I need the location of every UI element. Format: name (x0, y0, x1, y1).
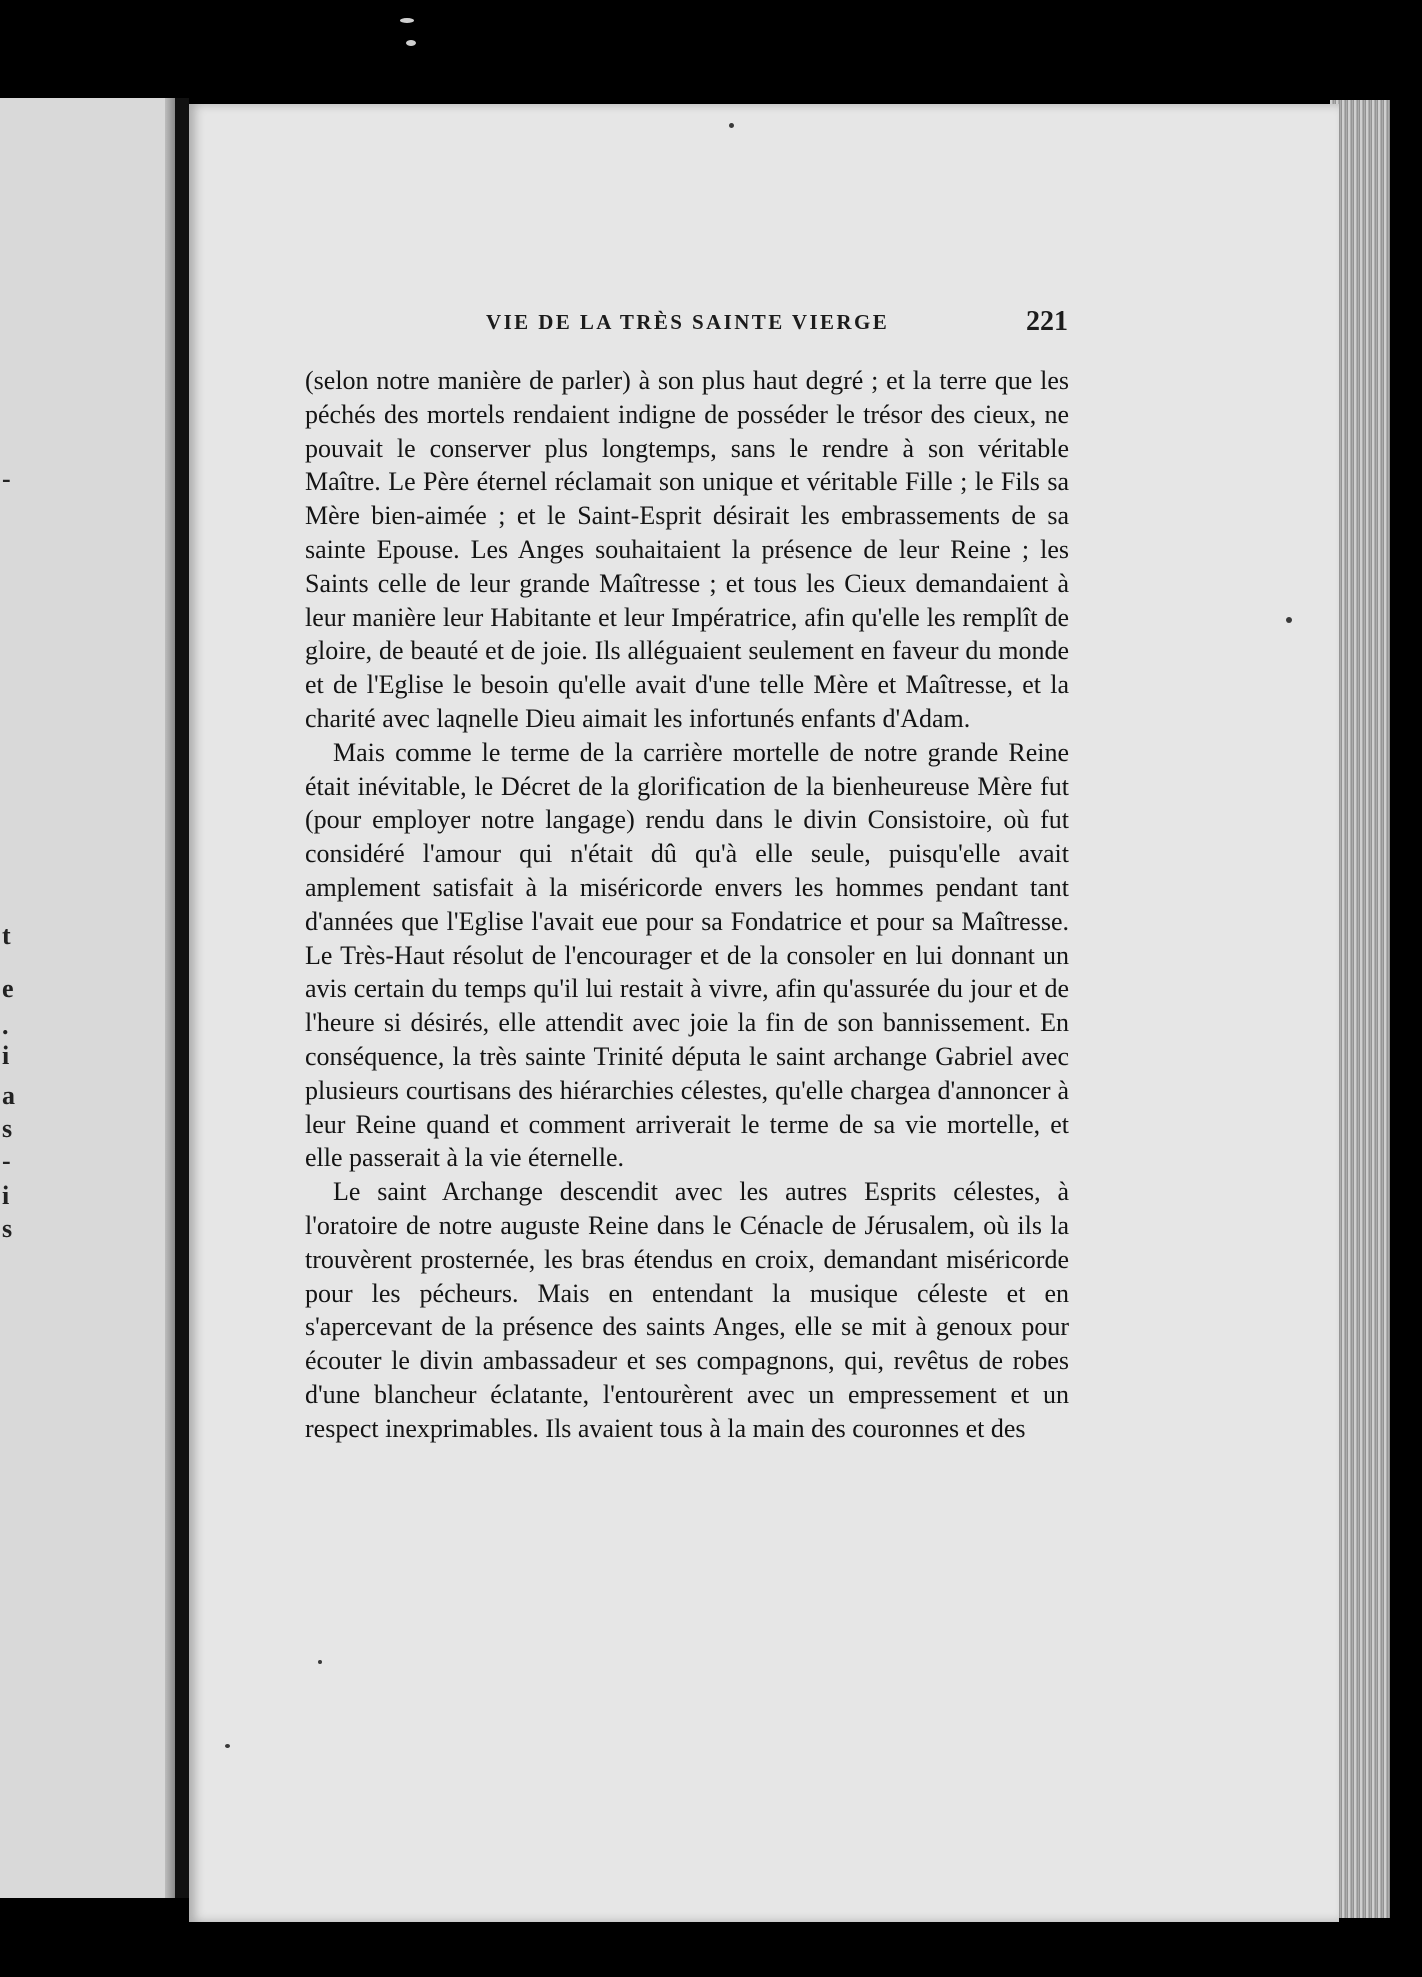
scan-speck (225, 1744, 230, 1748)
scan-speck (400, 18, 414, 23)
previous-page-edge (0, 98, 178, 1898)
scan-speck (1286, 617, 1292, 623)
paragraph: Mais comme le terme de la carrière mortelle de notre grande Reine était inévitable, le Décret de la glorification de la bienheureuse Mère fut (pour employer notre langage) rendu dans le divin Consistoire, où fut considéré l'amour qui n'était dû qu'à elle seule, puisqu'elle avait amplement satisfait à la miséricorde envers les hommes pendant tant d'années que l'Eglise l'avait eue pour sa Fondatrice et pour sa Maîtresse. Le Très-Haut résolut de l'encourager et de la consoler en lui donnant un avis certain du temps qu'il lui restait à vivre, afin qu'assurée du jour et de l'heure si désirés, elle attendit avec joie la fin de son bannissement. En conséquence, la très sainte Trinité députa le saint archange Gabriel avec plusieurs courtisans des hiérarchies célestes, qu'elle chargea d'annoncer à leur Reine quand et comment arriverait le terme de sa vie mortelle, et elle passerait à la vie éternelle. (305, 737, 1069, 1173)
margin-fragment: e (2, 974, 14, 1003)
page-block-edges (1330, 100, 1390, 1918)
margin-fragment: i (2, 1041, 10, 1070)
margin-fragment: s (2, 1114, 13, 1143)
book-gutter (175, 98, 189, 1898)
margin-fragment: i (2, 1181, 10, 1210)
scan-speck (729, 123, 734, 128)
running-head: VIE DE LA TRÈS SAINTE VIERGE (486, 310, 890, 334)
margin-fragment: a (2, 1081, 15, 1110)
margin-fragment: s (2, 1214, 13, 1243)
page-number: 221 (1026, 306, 1068, 337)
paragraph: Le saint Archange descendit avec les autres Esprits célestes, à l'oratoire de notre auguste Reine dans le Cénacle de Jérusalem, où ils la trouvèrent prosternée, les bras étendus en croix, demandant miséricorde pour les pécheurs. Mais en entendant la musique céleste et en s'apercevant de la présence des saints Anges, elle se mit à genoux pour écouter le divin ambassadeur et ses compagnons, qui, revêtus de robes d'une blancheur éclatante, l'entourèrent avec un empressement et un respect inexprimables. Ils avaient tous à la main des couronnes et des (305, 1177, 1069, 1443)
scan-speck (406, 40, 416, 46)
margin-fragment: - (2, 1146, 11, 1175)
previous-page-shadow (165, 98, 175, 1898)
body-text (305, 364, 1069, 1446)
margin-fragment: t (2, 921, 11, 950)
margin-fragment: - (2, 464, 11, 493)
scan-speck (318, 1660, 322, 1664)
paragraph: (selon notre manière de parler) à son plus haut degré ; et la terre que les péchés des mortels rendaient indigne de posséder le trésor des cieux, ne pouvait le conserver plus longtemps, sans le rendre à son véritable Maître. Le Père éternel réclamait son unique et véritable Fille ; le Fils sa Mère bien-aimée ; et le Saint-Esprit désirait les embrassements de sa sainte Epouse. Les Anges souhaitaient la présence de leur Reine ; les Saints celle de leur grande Maîtresse ; et tous les Cieux demandaient à leur manière leur Habitante et leur Impératrice, afin qu'elle les remplît de gloire, de beauté et de joie. Ils alléguaient seulement en faveur du monde et de l'Eglise le besoin qu'elle avait d'une telle Mère et Maîtresse, et la charité avec laqnelle Dieu aimait les infortunés enfants d'Adam. (305, 366, 1069, 733)
margin-fragment: . (2, 1011, 9, 1040)
